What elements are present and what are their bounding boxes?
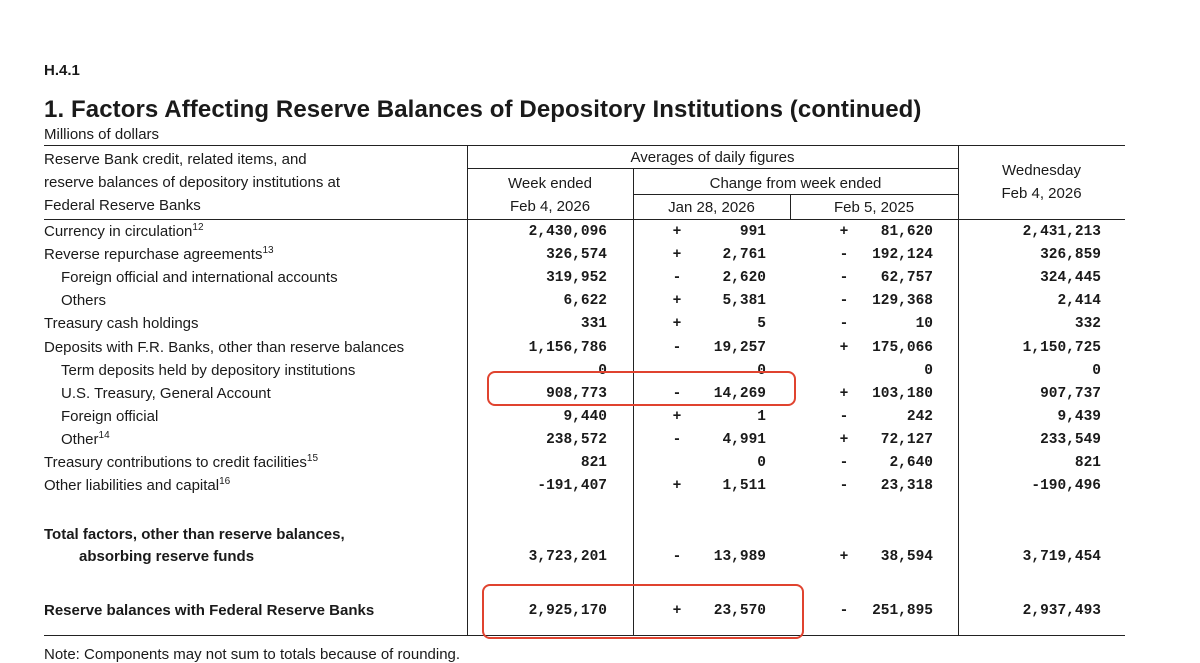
row-header-line-1: Reserve Bank credit, related items, and (44, 151, 307, 168)
change-1-value: 2,761 (722, 247, 766, 264)
reserve-change-2-sign: - (839, 603, 849, 619)
change-2-value: 81,620 (880, 224, 933, 240)
table-row (0, 429, 1200, 452)
row-label-text: Other (61, 430, 99, 448)
week-ended-value: 2,430,096 (528, 224, 607, 240)
change-2-value: 62,757 (880, 270, 933, 287)
change-2-sign: - (839, 316, 849, 333)
row-label-text: Foreign official and international accounts (61, 269, 338, 287)
change-header: Change from week ended (709, 175, 882, 192)
change-1-value: 19,257 (713, 339, 766, 356)
row-label (61, 431, 110, 448)
row-label-text: U.S. Treasury, General Account (61, 384, 271, 402)
row-label (61, 362, 355, 379)
change-1-sign: - (672, 339, 682, 356)
change-2-sign: - (839, 293, 849, 310)
row-label (61, 269, 338, 286)
change-2-sign: - (839, 247, 849, 264)
change-2-sign: + (839, 224, 849, 240)
week-ended-date: Feb 4, 2026 (509, 198, 591, 215)
change-2-value: 0 (924, 362, 933, 379)
row-label (44, 315, 199, 332)
highlight-reserves-box (482, 584, 804, 639)
change-2-sign: + (839, 431, 849, 448)
reserve-wednesday-value: 2,937,493 (1022, 603, 1101, 619)
reserve-change-1-value: 23,570 (713, 603, 766, 619)
wednesday-value: 907,737 (1040, 385, 1101, 402)
row-label-text: Reverse repurchase agreements (44, 246, 263, 264)
row-label (44, 339, 404, 356)
reserve-change-1-sign: + (672, 603, 682, 619)
change-1-value: 14,269 (713, 385, 766, 402)
document-id: H.4.1 (44, 62, 80, 79)
table-title: 1. Factors Affecting Reserve Balances of Depository Institutions (continued) (44, 96, 922, 123)
averages-header: Averages of daily figures (630, 149, 795, 166)
table-row (0, 475, 1200, 498)
footnote-marker: 13 (262, 245, 274, 257)
row-label (44, 477, 230, 494)
change-2-value: 175,066 (872, 339, 933, 356)
footnote: Note: Components may not sum to totals because of rounding. (44, 646, 461, 663)
change-2-sign: + (839, 385, 849, 402)
week-ended-header: Week ended (508, 175, 592, 192)
row-label (61, 385, 271, 402)
table-row (0, 313, 1200, 336)
week-ended-value: 331 (580, 316, 607, 333)
change-1-sign: + (672, 478, 682, 495)
change-1-value: 4,991 (722, 431, 766, 448)
wednesday-value: 2,431,213 (1022, 224, 1101, 240)
wednesday-value: 326,859 (1040, 247, 1101, 264)
row-label-text: Foreign official (61, 407, 159, 425)
total-change-1-value: 13,989 (713, 549, 766, 565)
table-row (0, 267, 1200, 290)
week-ended-value: 821 (580, 455, 607, 471)
week-ended-value: -191,407 (537, 478, 607, 495)
change-date-1: Jan 28, 2026 (668, 199, 755, 216)
row-header-line-2: reserve balances of depository institutions at (44, 174, 340, 191)
change-1-value: 0 (757, 362, 766, 379)
footnote-marker: 12 (192, 222, 204, 233)
change-1-value: 991 (739, 224, 766, 240)
total-week-value: 3,723,201 (528, 549, 607, 565)
footnote-marker: 14 (98, 429, 110, 441)
change-1-sign: + (672, 408, 682, 425)
change-2-value: 129,368 (872, 293, 933, 310)
header-top-rule (44, 145, 1125, 146)
wednesday-value: 1,150,725 (1022, 339, 1101, 356)
table-row (0, 221, 1200, 244)
week-ended-value: 238,572 (546, 431, 607, 448)
change-1-sign: + (672, 316, 682, 333)
total-wednesday-value: 3,719,454 (1022, 549, 1101, 565)
change-1-value: 2,620 (722, 270, 766, 287)
change-1-sign: - (672, 431, 682, 448)
row-label (61, 408, 158, 425)
wednesday-value: 821 (1074, 455, 1101, 471)
row-header-line-3: Federal Reserve Banks (44, 197, 201, 214)
wednesday-value: 233,549 (1040, 431, 1101, 448)
change-2-value: 103,180 (872, 385, 933, 402)
change-1-sign: + (672, 247, 682, 264)
change-1-value: 5 (757, 316, 766, 333)
row-label (44, 223, 204, 240)
wednesday-header: Wednesday (1002, 162, 1081, 179)
change-2-sign: + (839, 339, 849, 356)
row-label-text: Treasury cash holdings (44, 315, 199, 333)
change-2-value: 242 (906, 408, 933, 425)
wednesday-value: 324,445 (1040, 270, 1101, 287)
change-rule (633, 194, 958, 195)
row-label-text: Currency in circulation (44, 223, 193, 240)
change-1-value: 1 (757, 408, 766, 425)
change-1-value: 1,511 (722, 478, 766, 495)
change-1-sign: + (672, 293, 682, 310)
total-change-1-sign: - (672, 549, 682, 565)
row-label-text: Deposits with F.R. Banks, other than reserve balances (44, 338, 405, 356)
units-label: Millions of dollars (44, 126, 160, 143)
row-label (61, 292, 106, 309)
row-label (44, 454, 318, 471)
change-2-sign: - (839, 478, 849, 495)
wednesday-value: 9,439 (1057, 408, 1101, 425)
footnote-marker: 16 (219, 476, 231, 488)
row-label-text: Treasury contributions to credit facilities (44, 454, 307, 471)
total-label-line-2: absorbing reserve funds (79, 548, 255, 565)
row-label-text: Others (61, 292, 107, 310)
table-row (0, 452, 1200, 475)
row-label-text: Term deposits held by depository institutions (61, 361, 356, 379)
table-row (0, 406, 1200, 429)
week-ended-value: 319,952 (546, 270, 607, 287)
week-ended-value: 908,773 (546, 385, 607, 402)
change-2-sign: - (839, 408, 849, 425)
total-label-line-1: Total factors, other than reserve balances, (44, 526, 345, 543)
reserve-week-value: 2,925,170 (528, 603, 607, 619)
change-1-sign: - (672, 385, 682, 402)
table-row (0, 337, 1200, 360)
header-bottom-rule (44, 219, 1125, 220)
change-2-value: 72,127 (880, 431, 933, 448)
table-row (0, 244, 1200, 267)
table-row (0, 290, 1200, 313)
wednesday-value: 2,414 (1057, 293, 1101, 310)
change-2-sign: - (839, 270, 849, 287)
change-2-value: 23,318 (880, 478, 933, 495)
change-2-value: 192,124 (872, 247, 933, 264)
change-2-value: 10 (915, 316, 933, 333)
change-date-2: Feb 5, 2025 (833, 199, 915, 216)
row-label (44, 246, 274, 263)
wednesday-value: 0 (1092, 362, 1101, 379)
wednesday-date: Feb 4, 2026 (1001, 185, 1082, 202)
wednesday-value: -190,496 (1031, 478, 1101, 495)
highlight-tga-box (487, 371, 796, 406)
row-label-text: Other liabilities and capital (44, 477, 220, 495)
change-1-value: 5,381 (722, 293, 766, 310)
footnote-marker: 15 (306, 453, 319, 464)
week-ended-value: 6,622 (563, 293, 607, 310)
change-1-sign: - (672, 270, 682, 287)
averages-rule (467, 168, 958, 169)
reserve-label: Reserve balances with Federal Reserve Banks (44, 602, 375, 619)
wednesday-value: 332 (1074, 316, 1101, 333)
week-ended-value: 0 (598, 362, 607, 379)
change-2-sign: - (839, 455, 849, 471)
reserve-change-2-value: 251,895 (872, 603, 933, 619)
total-change-2-value: 38,594 (880, 549, 933, 565)
week-ended-value: 326,574 (546, 247, 607, 264)
change-2-value: 2,640 (889, 455, 933, 471)
change-1-sign: + (672, 224, 682, 240)
total-change-2-sign: + (839, 549, 849, 565)
week-ended-value: 1,156,786 (528, 339, 607, 356)
week-ended-value: 9,440 (563, 408, 607, 425)
change-1-value: 0 (757, 455, 766, 471)
